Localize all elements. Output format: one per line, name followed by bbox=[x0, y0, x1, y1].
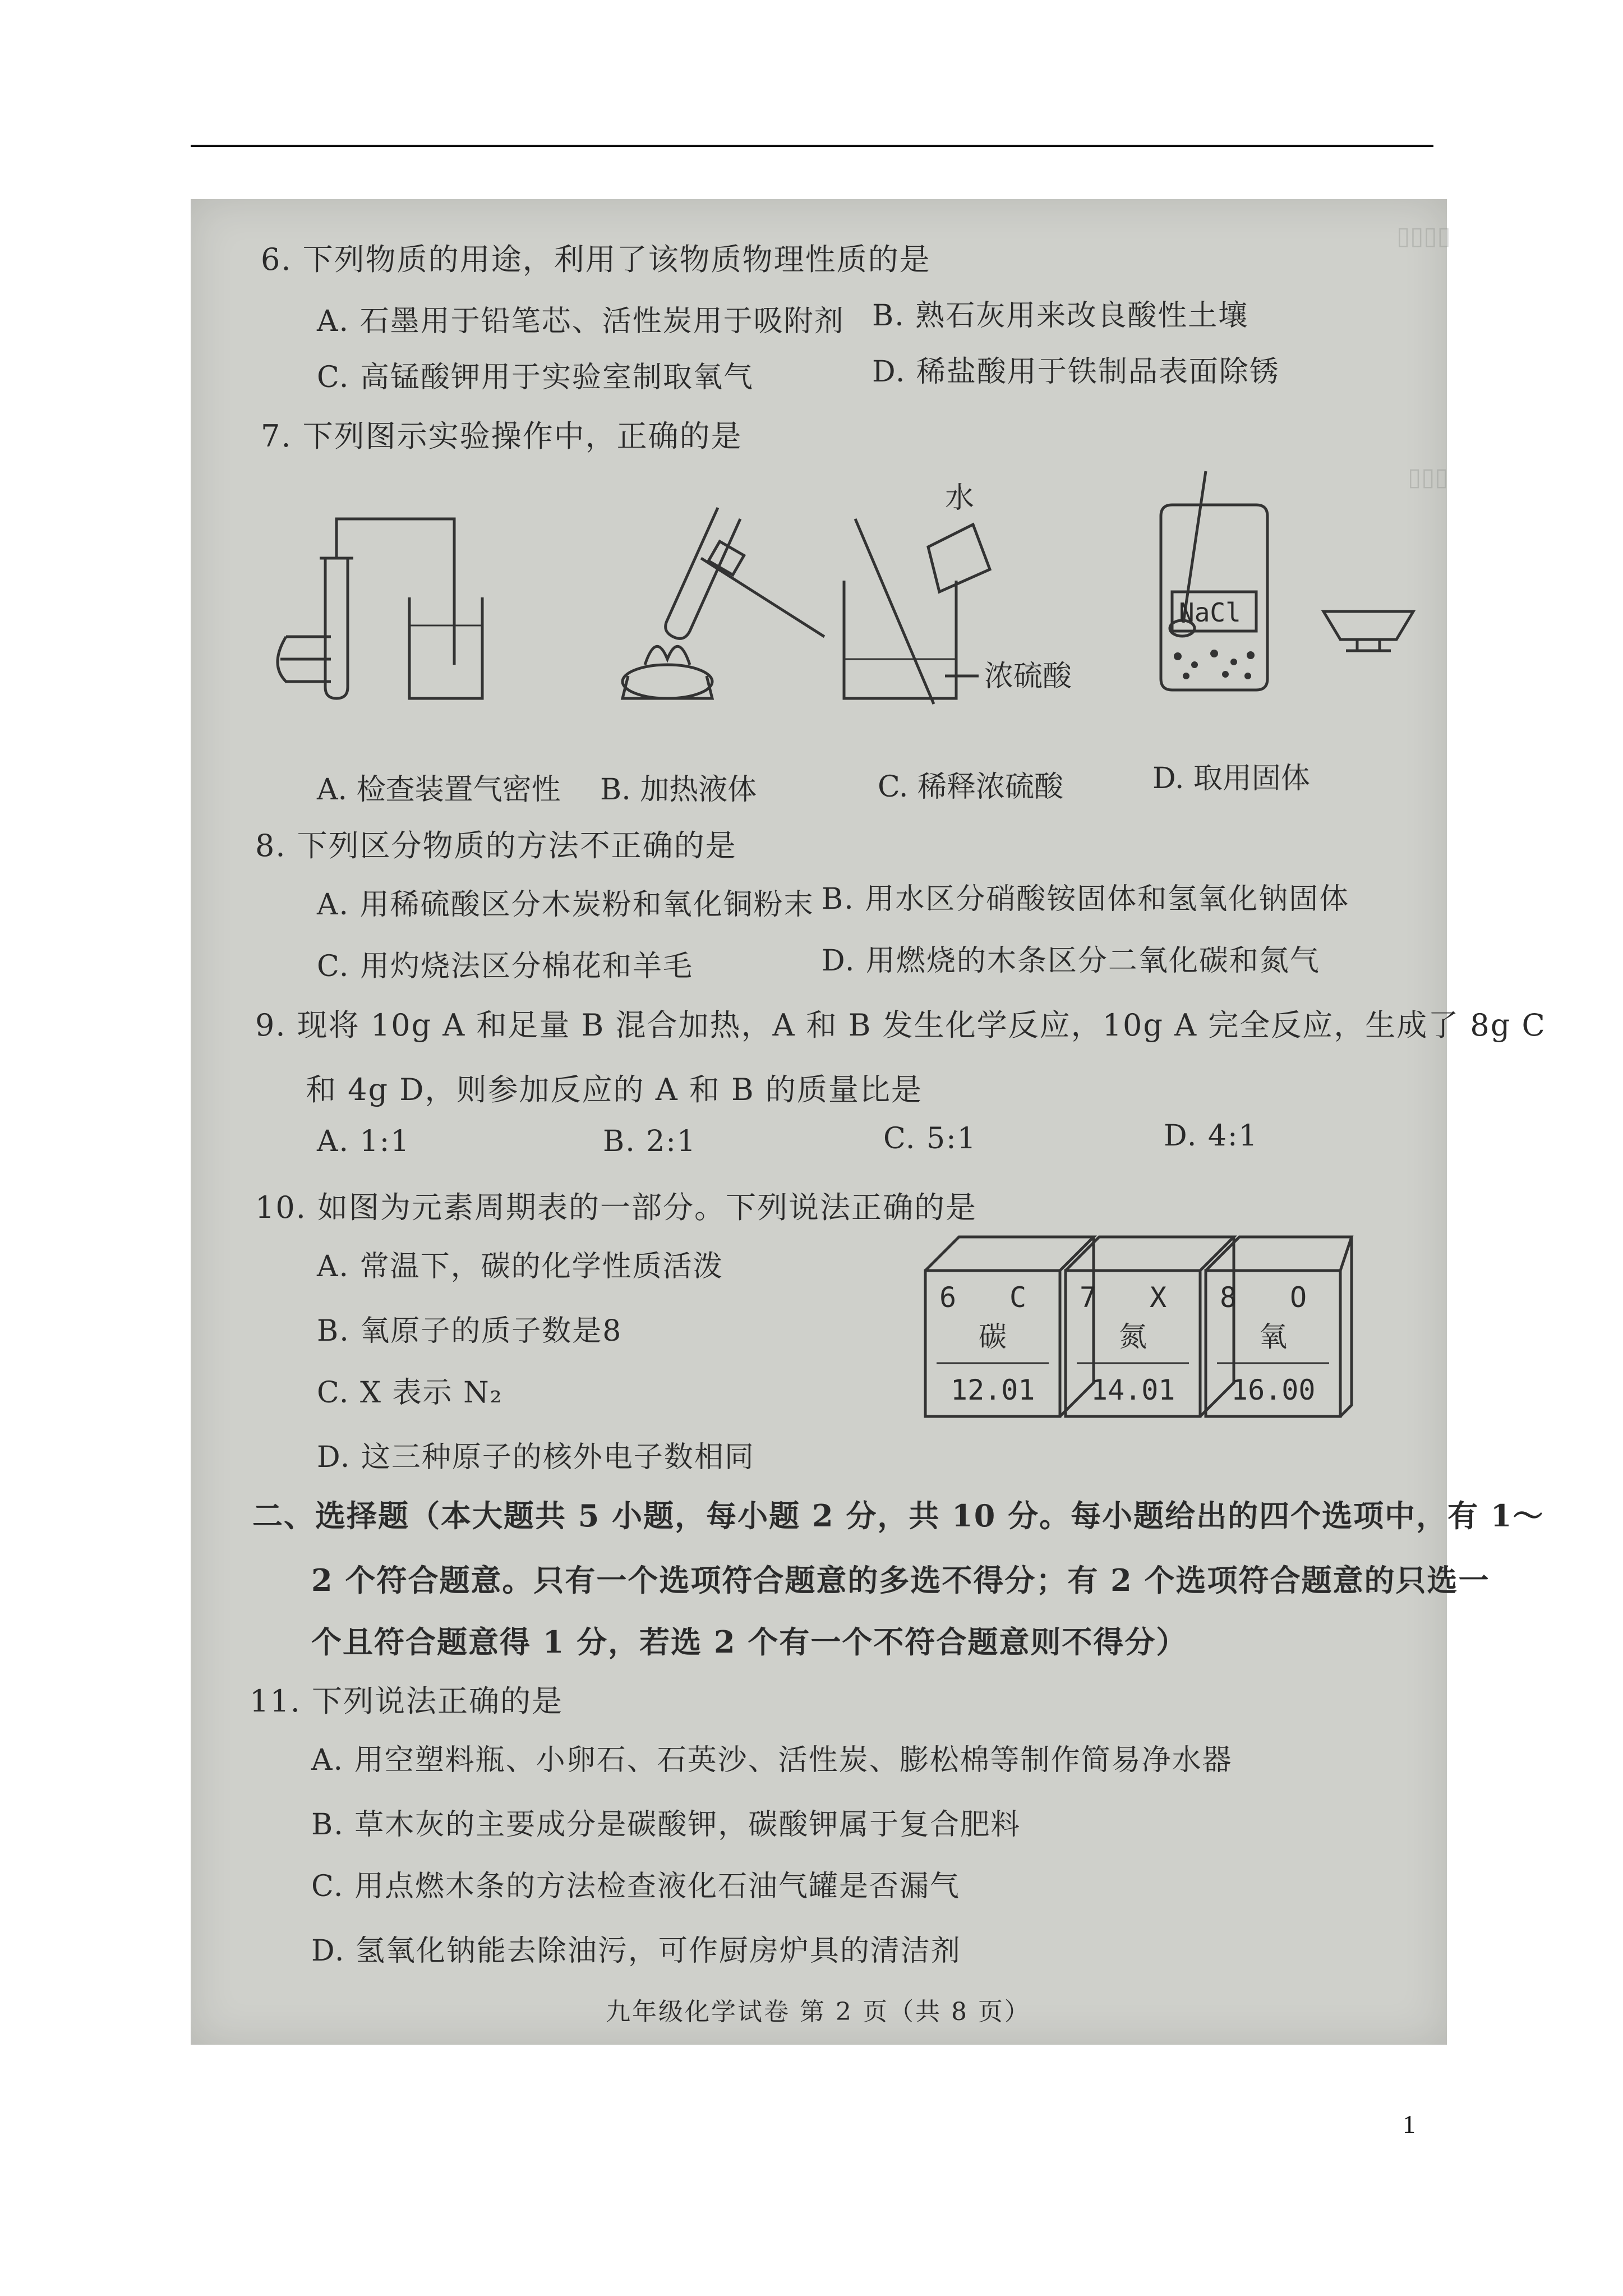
q8-option-c: C. 用灼烧法区分棉花和羊毛 bbox=[317, 950, 693, 983]
q6-stem: 6. 下列物质的用途，利用了该物质物理性质的是 bbox=[261, 242, 931, 277]
q9-stem-line2: 和 4g D，则参加反应的 A 和 B 的质量比是 bbox=[306, 1072, 923, 1107]
q10-option-c: C. X 表示 N₂ bbox=[317, 1376, 503, 1410]
q8-option-b: B. 用水区分硝酸铵固体和氢氧化钠固体 bbox=[822, 882, 1350, 916]
section2-line3: 个且符合题意得 1 分，若选 2 个有一个不符合题意则不得分） bbox=[311, 1624, 1188, 1660]
q10-option-a: A. 常温下，碳的化学性质活泼 bbox=[317, 1250, 723, 1283]
q9-option-a: A. 1:1 bbox=[317, 1125, 411, 1158]
q7-water-label: 水 bbox=[945, 481, 975, 515]
q11-stem: 11. 下列说法正确的是 bbox=[250, 1683, 564, 1719]
element-o-number: 8 bbox=[1220, 1281, 1237, 1314]
element-c-number: 6 bbox=[939, 1281, 957, 1314]
q11-option-b: B. 草木灰的主要成分是碳酸钾，碳酸钾属于复合肥料 bbox=[311, 1808, 1021, 1842]
element-o-mass: 16.00 bbox=[1231, 1374, 1316, 1406]
element-x-name: 氮 bbox=[1119, 1320, 1147, 1353]
q7-nacl-label: NaCl bbox=[1179, 597, 1241, 628]
exam-footer: 九年级化学试卷 第 2 页（共 8 页） bbox=[606, 1998, 1031, 2026]
q7-acid-label: 浓硫酸 bbox=[984, 660, 1072, 693]
element-x-mass: 14.01 bbox=[1091, 1374, 1175, 1406]
q9-option-d: D. 4:1 bbox=[1164, 1119, 1258, 1153]
q8-stem: 8. 下列区分物质的方法不正确的是 bbox=[255, 828, 737, 863]
element-c-mass: 12.01 bbox=[951, 1374, 1035, 1406]
q8-option-a: A. 用稀硫酸区分木炭粉和氧化铜粉末 bbox=[317, 888, 814, 922]
q7-caption-b: B. 加热液体 bbox=[600, 773, 757, 807]
element-x-symbol: X bbox=[1150, 1281, 1167, 1314]
element-c-symbol: C bbox=[1009, 1281, 1027, 1314]
q9-option-c: C. 5:1 bbox=[883, 1122, 977, 1156]
q10-option-b: B. 氧原子的质子数是8 bbox=[317, 1314, 623, 1348]
q9-stem-line1: 9. 现将 10g A 和足量 B 混合加热，A 和 B 发生化学反应，10g A 完全反应，生成了 8g C bbox=[255, 1007, 1546, 1043]
q6-option-d: D. 稀盐酸用于铁制品表面除锈 bbox=[872, 355, 1280, 389]
q7-caption-d: D. 取用固体 bbox=[1152, 762, 1310, 795]
q7-figure-a bbox=[247, 496, 482, 721]
q6-option-b: B. 熟石灰用来改良酸性土壤 bbox=[872, 299, 1249, 333]
header-rule bbox=[191, 145, 1433, 147]
element-o-symbol: O bbox=[1290, 1281, 1307, 1314]
section2-line1: 二、选择题（本大题共 5 小题，每小题 2 分，共 10 分。每小题给出的四个选项中，有 1～ bbox=[252, 1498, 1544, 1534]
q8-option-d: D. 用燃烧的木条区分二氧化碳和氮气 bbox=[822, 944, 1320, 978]
q7-figure-c bbox=[833, 480, 1124, 715]
q11-option-c: C. 用点燃木条的方法检查液化石油气罐是否漏气 bbox=[311, 1870, 960, 1903]
element-o-name: 氧 bbox=[1259, 1320, 1287, 1353]
q7-caption-a: A. 检查装置气密性 bbox=[317, 773, 561, 807]
q6-option-c: C. 高锰酸钾用于实验室制取氧气 bbox=[317, 361, 754, 394]
q10-periodic-table bbox=[925, 1231, 1352, 1422]
q10-stem: 10. 如图为元素周期表的一部分。下列说法正确的是 bbox=[255, 1190, 978, 1225]
q7-figure-d bbox=[1116, 466, 1430, 724]
q7-caption-c: C. 稀释浓硫酸 bbox=[878, 770, 1063, 804]
section2-line2: 2 个符合题意。只有一个选项符合题意的多选不得分；有 2 个选项符合题意的只选一 bbox=[311, 1562, 1490, 1598]
bleed-through-mark: ▯▯▯ bbox=[1408, 463, 1449, 491]
element-x-number: 7 bbox=[1080, 1281, 1097, 1314]
q10-option-d: D. 这三种原子的核外电子数相同 bbox=[317, 1441, 755, 1474]
page-number: 1 bbox=[1403, 2110, 1415, 2138]
q11-option-d: D. 氢氧化钠能去除油污，可作厨房炉具的清洁剂 bbox=[311, 1934, 961, 1968]
bleed-through-mark: ▯▯▯▯ bbox=[1396, 222, 1451, 250]
q9-option-b: B. 2:1 bbox=[603, 1125, 697, 1158]
q11-option-a: A. 用空塑料瓶、小卵石、石英沙、活性炭、膨松棉等制作简易净水器 bbox=[311, 1743, 1233, 1777]
element-c-name: 碳 bbox=[979, 1320, 1007, 1353]
q7-figure-b bbox=[589, 496, 824, 721]
q6-option-a: A. 石墨用于铅笔芯、活性炭用于吸附剂 bbox=[317, 305, 845, 338]
q7-stem: 7. 下列图示实验操作中，正确的是 bbox=[261, 418, 743, 454]
scanned-exam-page bbox=[191, 199, 1546, 2045]
